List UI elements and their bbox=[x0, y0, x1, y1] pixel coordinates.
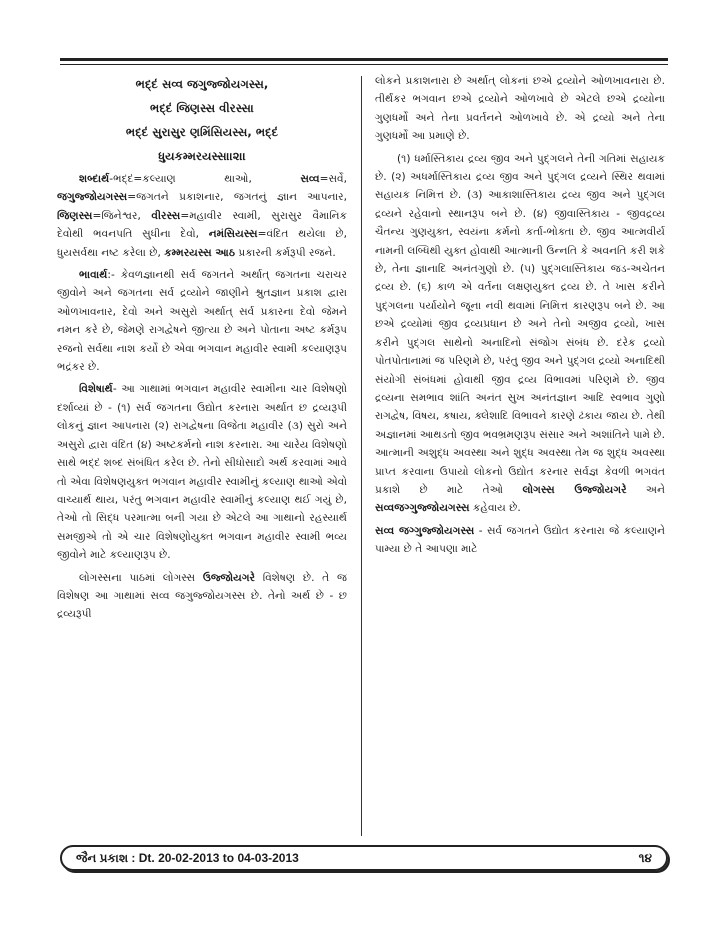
term: સવ્વ bbox=[300, 173, 320, 185]
text-run: લોગસ્સના પાઠમાં લોગસ્સ bbox=[79, 571, 203, 584]
term: નમંસિયસ્સ bbox=[208, 228, 258, 241]
text-run: =જિનેશ્વર, bbox=[92, 209, 152, 222]
shabdarth-label: શબ્દાર્થ bbox=[79, 173, 110, 185]
term: વીરસ્સ bbox=[151, 209, 181, 222]
term: લોગસ્સ ઉજ્જોયગરે bbox=[522, 483, 627, 496]
bhavarth-label: ભાવાર્થ bbox=[79, 269, 108, 282]
logassa-paragraph bbox=[57, 569, 347, 624]
term: જિણસ્સ bbox=[57, 209, 93, 222]
verse-line: ધુયકમ્મરયસ્સ।।૨।। bbox=[158, 149, 246, 163]
intro-paragraph: લોકને પ્રકાશનારા છે અર્થાત્ લોકનાં છએ દ્રવ્યોને ઓળખાવનારા છે. તીર્થંકર ભગવાન છએ દ્રવ્યોને ઓળખાવે છે એટલે છએ દ્રવ્યોના ગુણધર્મો અને તેના પ્રવર્તનને ઓળખાવે છે. એ દ્રવ્યો અને તેના ગુણધર્મો આ પ્રમાણે છે. bbox=[375, 75, 665, 143]
text-run: કહેવાય છે. bbox=[469, 502, 521, 515]
visheshartha-text: - આ ગાથામાં ભગવાન મહાવીર સ્વામીના ચાર વિશેષણો દર્શાવ્યાં છે - (૧) સર્વ જગતના ઉદ્યોત કરનારા અર્થાત છ દ્રવ્યરૂપી લોકનું જ્ઞાન આપનારા (૨) રાગદ્વેષના વિજેતા મહાવીર (૩) સુરો અને અસુરો દ્વારા વંદિત (૪) અષ્ટકર્મનો નાશ કરનારા. આ ચારેય વિશેષણો સાથે ભદ્દં શબ્દ સંબંધિત કરેલ છે. તેનો સીધોસાદો અર્થ કરવામાં આવે તો એવા વિશેષણયુક્ત ભગવાન મહાવીર સ્વામીનું કલ્યાણ થાઓ એવો વાચ્યાર્થ થાય, પરંતુ ભગવાન મહાવીર સ્વામીનું કલ્યાણ થઈ ગયું છે, તેઓ તો સિદ્ધ પરમાત્મા બની ગયા છે એટલે આ ગાથાનો રહસ્યાર્થ સમજીએ તો એ ચાર વિશેષણોયુક્ત ભગવાન મહાવીર સ્વામી ભવ્ય જીવોને માટે કલ્યાણરૂપ છે. bbox=[57, 383, 347, 562]
left-column bbox=[57, 72, 347, 628]
bhavarth-text: :- કેવળજ્ઞાનથી સર્વ જગતને અર્થાત્ જગતના ચરાચર જીવોને અને જગતના સર્વ દ્રવ્યોને જાણીને શ્રુતજ્ઞાન પ્રકાશ દ્વારા ઓળખાવનાર, દેવો અને અસુરો અર્થાત્ સર્વ પ્રકારના દેવો જેમને નમન કરે છે, જેમણે રાગદ્વેષને જીત્યા છે અને પોતાના અષ્ટ કર્મરૂપ રજનો સર્વથા નાશ કર્યો છે એવા ભગવાન મહાવીર સ્વામી કલ્યાણરૂપ ભદ્રંકર છે. bbox=[57, 269, 347, 374]
final-paragraph bbox=[375, 522, 665, 559]
text-run: =જગતને પ્રકાશનાર, જગતનું જ્ઞાન આપનાર, bbox=[127, 191, 347, 204]
text-run: -ભદ્દં=કલ્યાણ થાઓ, bbox=[109, 173, 301, 185]
text-run: અને bbox=[626, 483, 665, 496]
page-number: ૧૪ bbox=[638, 850, 652, 865]
term: સવ્વજગ્ગુજ્જોયગસ્સ bbox=[375, 502, 470, 515]
text-run: =મહાવીર સ્વામી, સુરાસુર વૈમાનિક દેવોથી ભવનપતિ સુધીના દેવો, bbox=[57, 209, 347, 241]
shabdarth-paragraph bbox=[57, 170, 347, 262]
term: કમ્મરયસ્સ આઠ bbox=[164, 246, 236, 259]
header-rule-thick bbox=[60, 58, 668, 61]
dravya-paragraph bbox=[375, 150, 665, 518]
verse-line: ભદ્દં સવ્વ જગુજ્જોયગસ્સ, bbox=[135, 77, 269, 91]
visheshartha-label: વિશેષાર્થ bbox=[79, 383, 113, 396]
right-column bbox=[375, 72, 665, 563]
footer-bar bbox=[60, 845, 668, 871]
term: સવ્વ જગ્ગુજ્જોયગસ્સ bbox=[375, 524, 475, 537]
header-rule-thin bbox=[60, 64, 668, 65]
text-run: =વંદિત થયેલા છે, ધુયસર્વથા નષ્ટ કરેલા છે, bbox=[57, 228, 347, 259]
term: જગુજ્જોયગસ્સ bbox=[57, 191, 128, 204]
column-separator bbox=[361, 76, 362, 836]
text-run: =સર્વે, bbox=[319, 173, 347, 185]
text-run: પ્રકારની કર્મરૂપી રજને. bbox=[235, 246, 336, 259]
text-run: વિશેષણ છે. તે જ વિશેષણ આ ગાથામાં સવ્વ જગુજ્જોયગસ્સ છે. તેનો અર્થ છે - છ દ્રવ્યરૂપી bbox=[57, 571, 347, 621]
text-run: (૧) ધર્માસ્તિકાય દ્રવ્ય જીવ અને પુદ્ગલને તેની ગતિમાં સહાયક છે. (૨) અધર્માસ્તિકાય દ્રવ્ય જીવ અને પુદ્ગલ દ્રવ્યને સ્થિર થવામાં સહાયક નિમિત્ત છે. (૩) આકાશાસ્તિકાય દ્રવ્ય જીવ અને પુદ્ગલ દ્રવ્યને રહેવાનો સ્થાનરૂપ બને છે. (૪) જીવાસ્તિકાય - જીવદ્રવ્ય ચૈતન્ય ગુણયુક્ત, સ્વયંના કર્મનો કર્તા-ભોક્તા છે. જીવ આત્મવીર્ય નામની લબ્ધિથી યુક્ત હોવાથી આત્માની ઉન્નતિ કે અવનતિ કરી શકે છે, તેના જ્ઞાનાદિ અનંતગુણો છે. (૫) પુદ્ગલાસ્તિકાય જડ-અચેતન દ્રવ્ય છે. (૬) કાળ એ વર્તના લક્ષણયુક્ત દ્રવ્ય છે. તે ખાસ કરીને પુદ્ગલના પર્યાયોને જૂના નવી થવામાં નિમિત્ત કારણરૂપ બને છે. આ છએ દ્રવ્યોમાં જીવ દ્રવ્યપ્રધાન છે અને તેનો અજીવ દ્રવ્યો, ખાસ કરીને પુદ્ગલ સાથેનો અનાદિનો સંજોગ સંબંધ છે. દરેક દ્રવ્યો પોતપોતાનામાં જ પરિણમે છે, પરંતુ જીવ અને પુદ્ગલ દ્રવ્યો અનાદિથી સંયોગી સંબંધમાં હોવાથી જીવ દ્રવ્ય વિભાવમાં પરિણમે છે. જીવ દ્રવ્યના સમભાવ શાંતિ અનંત સુખ અનંતજ્ઞાન આદિ સ્વભાવ ગુણો રાગદ્વેષ, વિષય, કષાય, ક્લેશાદિ વિભાવને કારણે ઢંકાય જાય છે. તેથી અજ્ઞાનમાં આથડતો જીવ ભવભ્રમણરૂપ સંસાર અને અશાંતિને પામે છે. આત્માની અશુદ્ધ અવસ્થા અને શુદ્ધ અવસ્થા તેમ જ શુદ્ધ અવસ્થા પ્રાપ્ત કરવાના ઉપાયો લોકનો ઉદ્યોત કરનાર સર્વજ્ઞ કેવળી ભગવંત પ્રકાશે છે માટે તેઓ bbox=[375, 152, 665, 496]
bhavarth-paragraph bbox=[57, 266, 347, 376]
visheshartha-paragraph bbox=[57, 380, 347, 564]
verse-line: ભદ્દં જિણસ્સ વીરસ્સ। bbox=[150, 101, 254, 115]
publication-info: જૈન પ્રકાશ : Dt. 20-02-2013 to 04-03-2013 bbox=[76, 850, 299, 865]
text-run: - સર્વ જગતને ઉદ્યોત કરનારા જે કલ્યાણને પામ્યા છે તે આપણા માટે bbox=[375, 524, 665, 556]
term: ઉજ્જોયગરે bbox=[202, 571, 256, 584]
verse-block bbox=[57, 74, 347, 166]
verse-line: ભદ્દં સુરાસુર ણમિંસિયસ્સ, ભદ્દં bbox=[125, 125, 279, 139]
